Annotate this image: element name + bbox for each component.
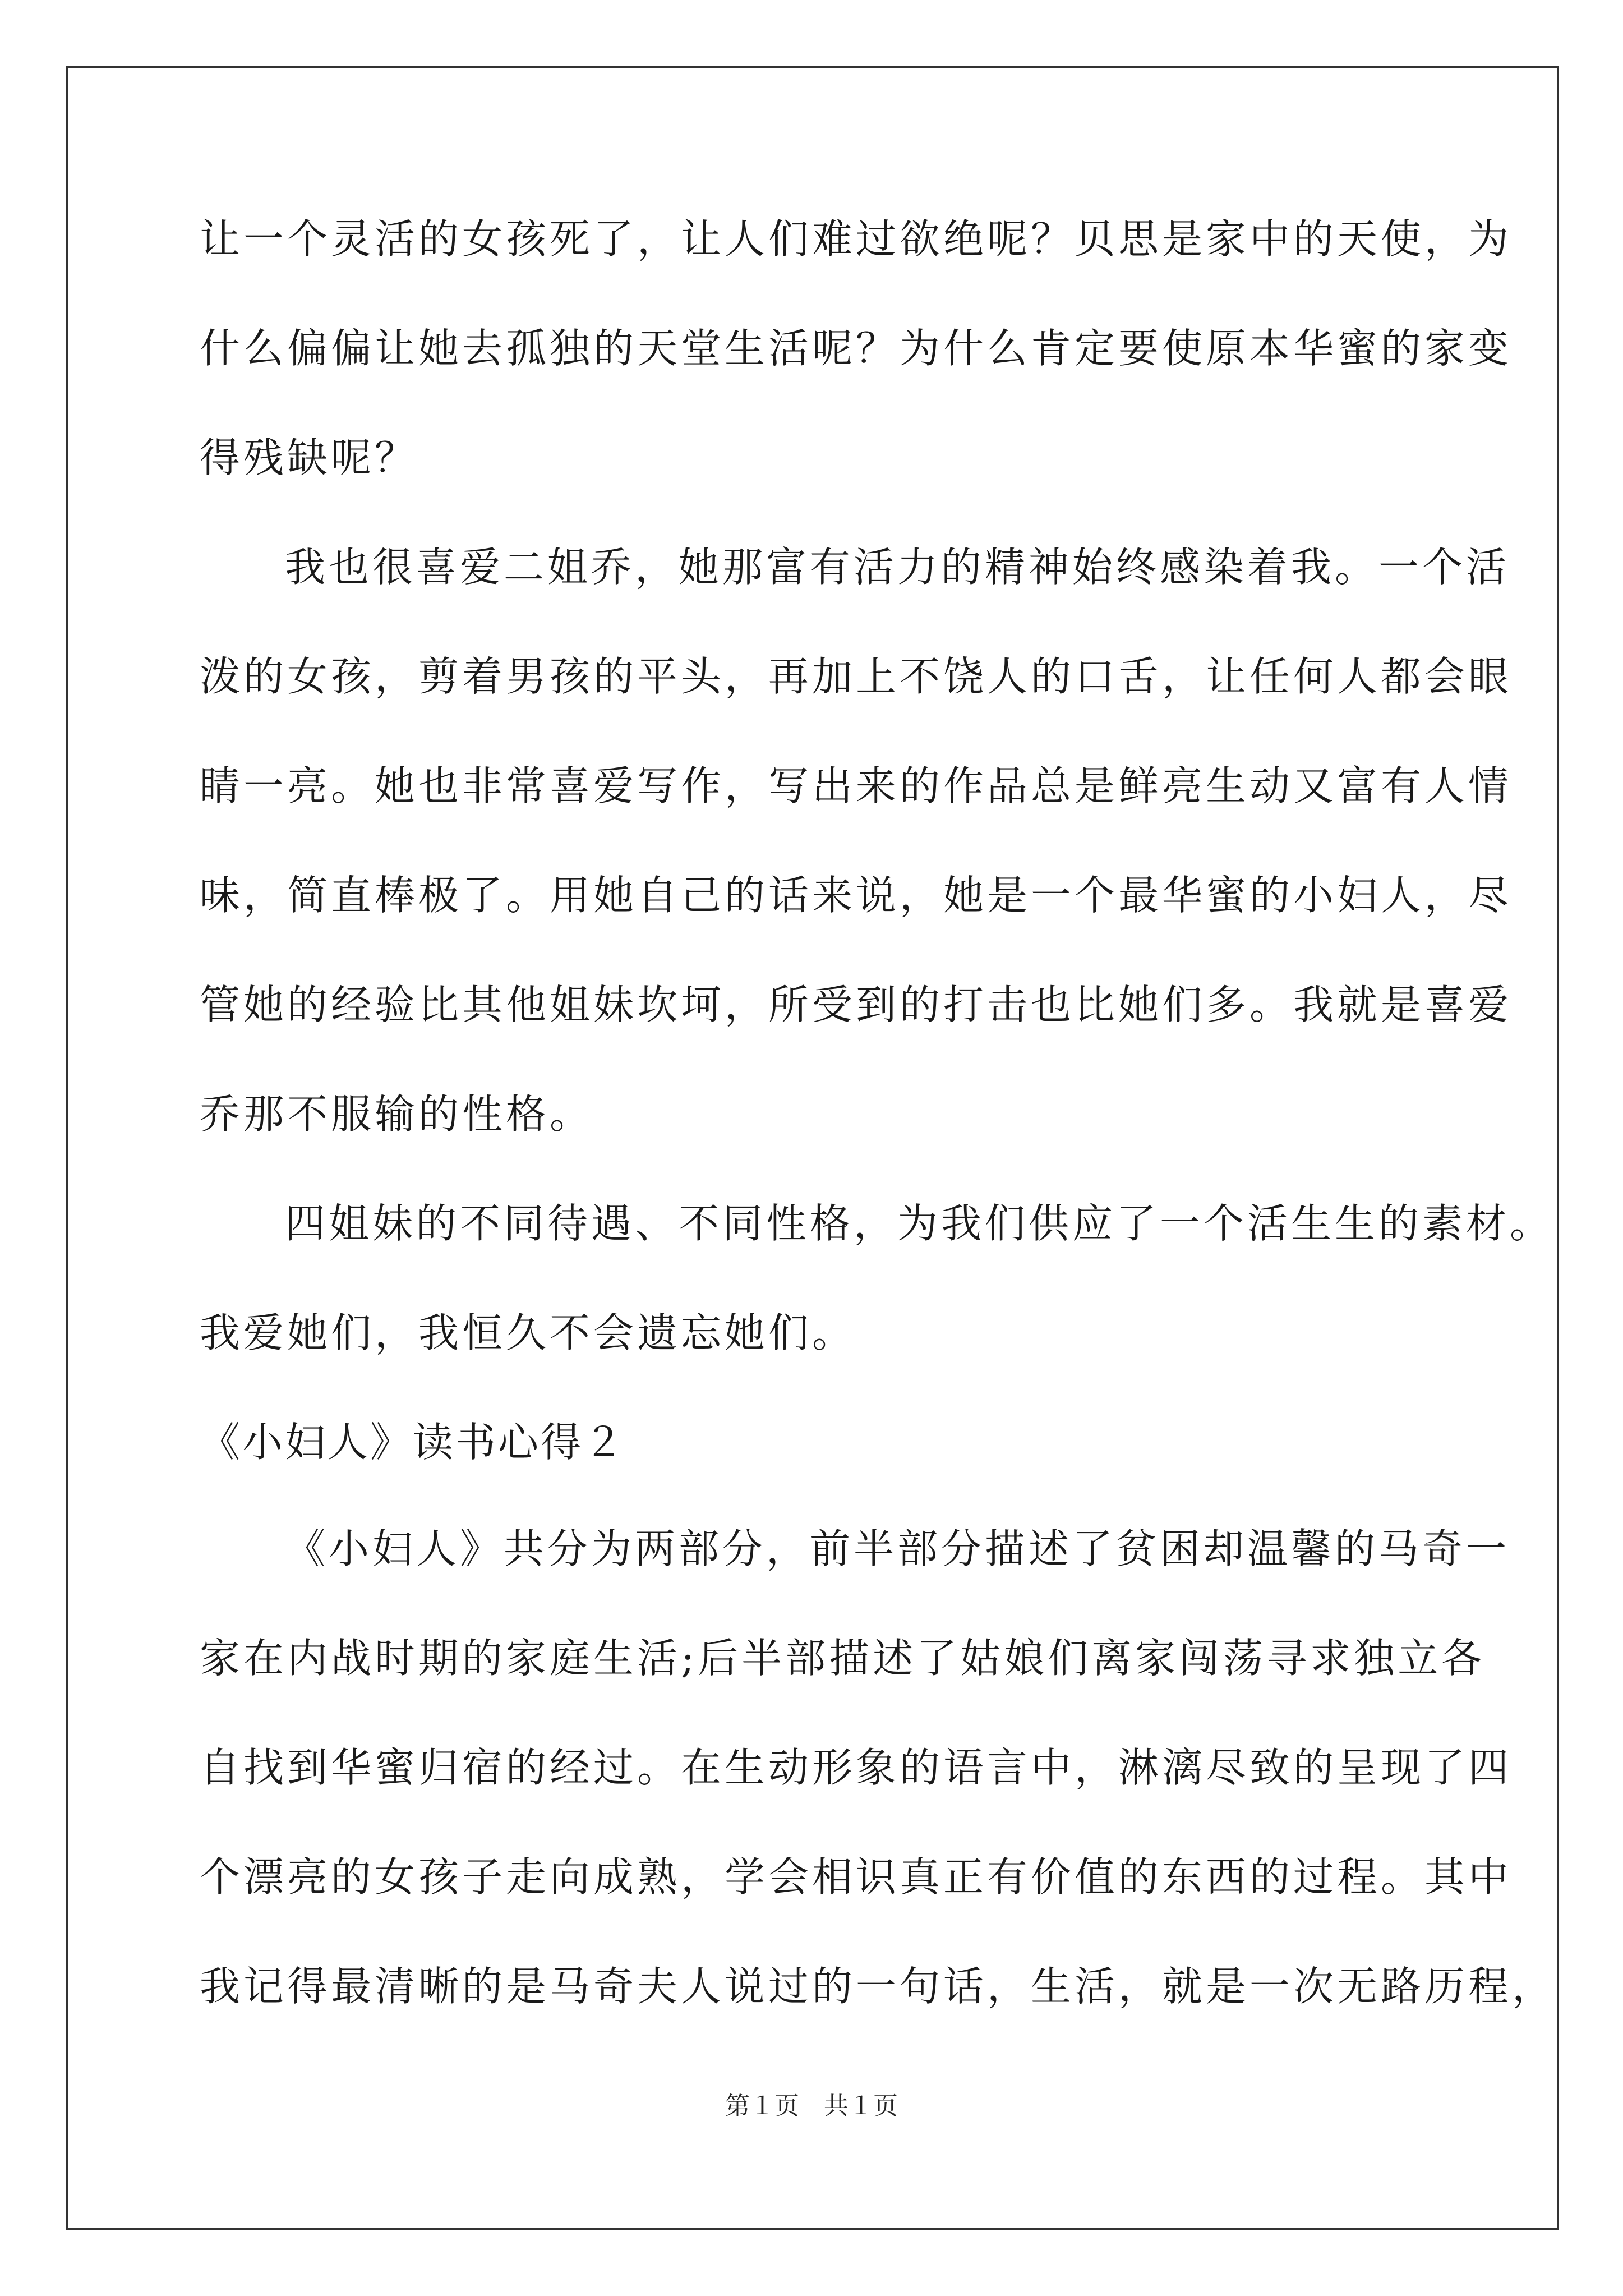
paragraph-line: 味，简直棒极了。用她自己的话来说，她是一个最华蜜的小妇人，尽 <box>200 872 1513 919</box>
paragraph-line: 让一个灵活的女孩死了，让人们难过欲绝呢？贝思是家中的天使，为 <box>200 215 1513 263</box>
paragraph-line: 个漂亮的女孩子走向成熟，学会相识真正有价值的东西的过程。其中 <box>200 1853 1513 1901</box>
paragraph-line: 睛一亮。她也非常喜爱写作，写出来的作品总是鲜亮生动又富有人情 <box>200 762 1513 809</box>
paragraph-line: 泼的女孩，剪着男孩的平头，再加上不饶人的口舌，让任何人都会眼 <box>200 653 1513 700</box>
paragraph-line: 得残缺呢？ <box>200 434 419 481</box>
page-footer: 第１页 共１页 <box>725 2092 898 2120</box>
paragraph-line: 自找到华蜜归宿的经过。在生动形象的语言中，淋漓尽致的呈现了四 <box>200 1744 1513 1791</box>
paragraph-line: 家在内战时期的家庭生活;后半部描述了姑娘们离家闯荡寻求独立各 <box>200 1635 1486 1682</box>
paragraph-line: 我爱她们，我恒久不会遗忘她们。 <box>200 1309 856 1356</box>
paragraph-line: 乔那不服输的性格。 <box>200 1091 594 1138</box>
paragraph-line: 我也很喜爱二姐乔，她那富有活力的精神始终感染着我。一个活 <box>285 544 1510 591</box>
paragraph-line: 四姐妹的不同待遇、不同性格，为我们供应了一个活生生的素材。 <box>285 1200 1554 1247</box>
paragraph-line: 《小妇人》共分为两部分，前半部分描述了贫困却温馨的马奇一 <box>285 1525 1510 1572</box>
section-heading: 《小妇人》读书心得２ <box>200 1419 626 1466</box>
paragraph-line: 管她的经验比其他姐妹坎坷，所受到的打击也比她们多。我就是喜爱 <box>200 981 1513 1028</box>
paragraph-line: 什么偏偏让她去孤独的天堂生活呢？为什么肯定要使原本华蜜的家变 <box>200 325 1513 372</box>
document-body <box>200 215 1556 2076</box>
paragraph-line: 我记得最清晰的是马奇夫人说过的一句话，生活，就是一次无路历程， <box>200 1963 1556 2010</box>
